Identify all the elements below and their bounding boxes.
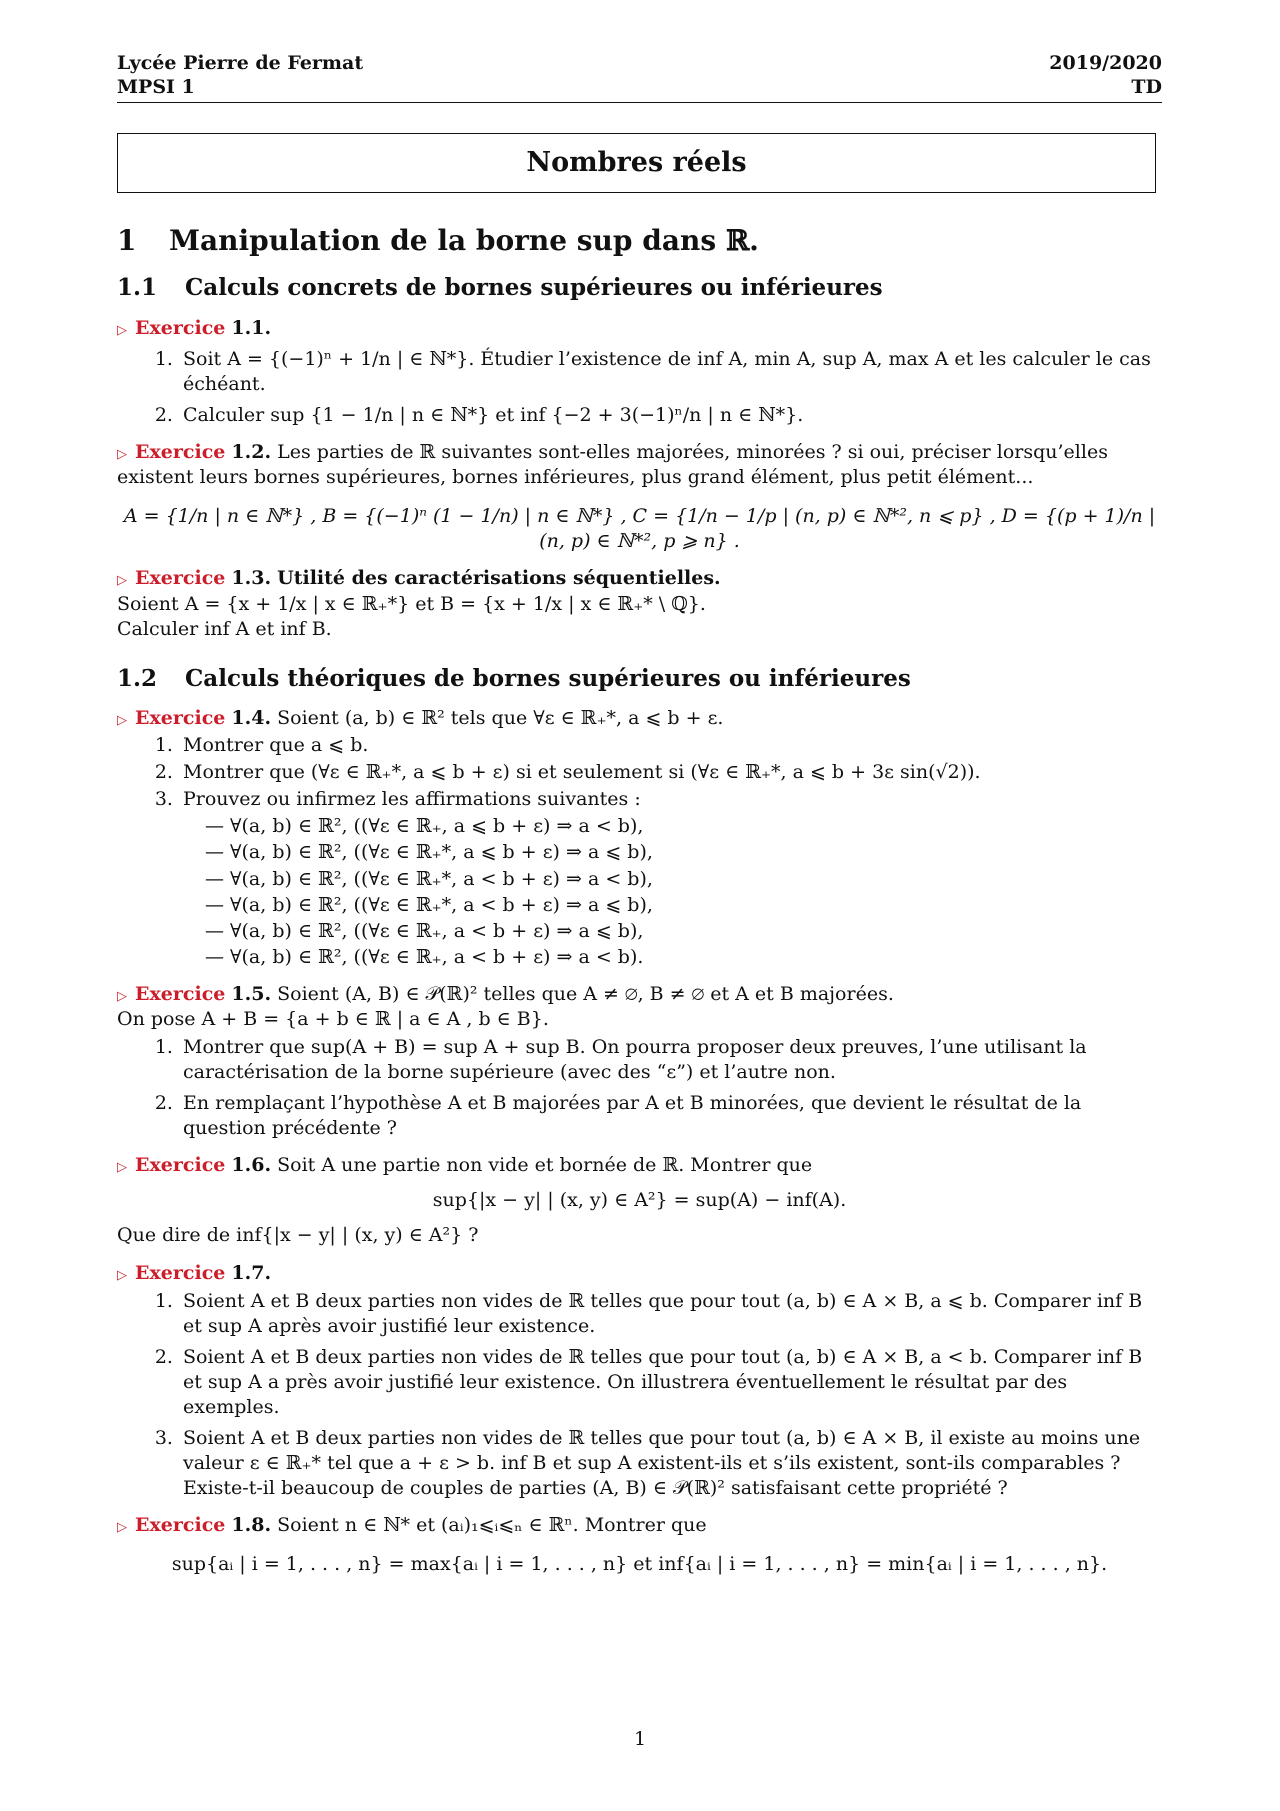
exercise-1-8	[117, 1513, 1162, 1577]
header-left	[117, 52, 363, 100]
exercise-number: 1.6.	[231, 1154, 272, 1177]
display-formula: sup{aᵢ | i = 1, . . . , n} = max{aᵢ | i = 1, . . . , n} et inf{aᵢ | i = 1, . . . , n} = min{aᵢ | i = 1, . . . , n}.	[171, 1553, 1108, 1576]
exercise-number: 1.4.	[231, 707, 272, 730]
exercise-1-7	[117, 1261, 1162, 1502]
triangle-icon: ▷	[117, 713, 127, 729]
exercise-1-3	[117, 566, 1162, 641]
exercise-1-4	[117, 706, 1162, 970]
claim-item: — ∀(a, b) ∈ ℝ², ((∀ε ∈ ℝ₊, a ⩽ b + ε) ⇒ a < b),	[205, 814, 1162, 839]
exercise-label: Exercice	[135, 441, 226, 464]
triangle-icon: ▷	[117, 322, 127, 338]
exercise-line: Soient A = {x + 1/x | x ∈ ℝ₊*} et B = {x + 1/x | x ∈ ℝ₊* \ ℚ}.	[117, 592, 706, 615]
document-type: TD	[1131, 75, 1162, 98]
list-item-text: Prouvez ou infirmez les affirmations suivantes :	[183, 788, 641, 811]
list-item: 2. En remplaçant l’hypothèse A et B majorées par A et B minorées, que devient le résultat de la question précédente ?	[179, 1091, 1162, 1141]
exercise-question: Que dire de inf{|x − y| | (x, y) ∈ A²} ?	[117, 1224, 479, 1247]
header-right	[1049, 52, 1162, 100]
section-number: 1	[117, 223, 137, 257]
triangle-icon: ▷	[117, 1520, 127, 1536]
exercise-label: Exercice	[135, 316, 226, 339]
exercise-1-6	[117, 1153, 1162, 1248]
exercise-text: Soit A une partie non vide et bornée de ℝ. Montrer que	[277, 1154, 813, 1177]
list-item: 2. Soient A et B deux parties non vides de ℝ telles que pour tout (a, b) ∈ A × B, a < b. Comparer inf B et sup A a près avoir justifié leur existence. On illustrera éventuellement le résultat par des exemples.	[179, 1345, 1162, 1420]
triangle-icon: ▷	[117, 573, 127, 589]
triangle-icon: ▷	[117, 988, 127, 1004]
exercise-number: 1.8.	[231, 1514, 272, 1537]
exercise-line: On pose A + B = {a + b ∈ ℝ | a ∈ A , b ∈ B}.	[117, 1007, 549, 1030]
list-item: 2. Calculer sup {1 − 1/n | n ∈ ℕ*} et inf {−2 + 3(−1)ⁿ/n | n ∈ ℕ*}.	[179, 403, 1162, 428]
school-year: 2019/2020	[1049, 52, 1162, 74]
section-heading	[117, 223, 1162, 260]
school-name: Lycée Pierre de Fermat	[117, 52, 364, 74]
list-item: 1. Montrer que a ⩽ b.	[179, 733, 1162, 758]
exercise-1-2	[117, 440, 1162, 554]
section-title: Manipulation de la borne sup dans ℝ.	[169, 223, 759, 257]
triangle-icon: ▷	[117, 447, 127, 463]
class-name: MPSI 1	[117, 75, 195, 98]
page-header	[117, 52, 1162, 100]
list-item: 2. Montrer que (∀ε ∈ ℝ₊*, a ⩽ b + ε) si et seulement si (∀ε ∈ ℝ₊*, a ⩽ b + 3ε sin(√2)).	[179, 760, 1162, 785]
document-title-box	[117, 133, 1156, 193]
exercise-text: Soient (A, B) ∈ 𝒫(ℝ)² telles que A ≠ ∅, B ≠ ∅ et A et B majorées.	[277, 982, 894, 1005]
triangle-icon: ▷	[117, 1267, 127, 1283]
list-item: 1. Soit A = {(−1)ⁿ + 1/n | ∈ ℕ*}. Étudier l’existence de inf A, min A, sup A, max A et les calculer le cas échéant.	[179, 347, 1162, 397]
exercise-label: Exercice	[135, 1261, 226, 1284]
display-formula: sup{|x − y| | (x, y) ∈ A²} = sup(A) − inf(A).	[432, 1189, 847, 1212]
page-number: 1	[633, 1728, 647, 1750]
exercise-title: Utilité des caractérisations séquentielles.	[277, 567, 721, 590]
exercise-number: 1.3.	[231, 567, 272, 590]
document-page	[117, 52, 1162, 1587]
document-title: Nombres réels	[526, 146, 747, 178]
claim-item: — ∀(a, b) ∈ ℝ², ((∀ε ∈ ℝ₊, a < b + ε) ⇒ a < b).	[205, 945, 1162, 970]
claim-item: — ∀(a, b) ∈ ℝ², ((∀ε ∈ ℝ₊*, a ⩽ b + ε) ⇒ a ⩽ b),	[205, 840, 1162, 865]
exercise-text: Soient n ∈ ℕ* et (aᵢ)₁⩽ᵢ⩽ₙ ∈ ℝⁿ. Montrer que	[277, 1514, 707, 1537]
exercise-label: Exercice	[135, 1514, 226, 1537]
exercise-label: Exercice	[135, 707, 226, 730]
triangle-icon: ▷	[117, 1160, 127, 1176]
set-definitions: A = {1/n | n ∈ ℕ*} , B = {(−1)ⁿ (1 − 1/n) | n ∈ ℕ*} , C = {1/n − 1/p | (n, p) ∈ ℕ*², n ⩽ p} , D = {(p + 1)/n | (n, p) ∈ ℕ*², p ⩾ n} .	[123, 505, 1156, 553]
claims-list	[183, 814, 1162, 969]
subsection-title: Calculs concrets de bornes supérieures ou inférieures	[185, 274, 883, 302]
subsection-number: 1.2	[117, 664, 158, 692]
subsection-heading-1-2	[117, 664, 1162, 694]
exercise-label: Exercice	[135, 982, 226, 1005]
list-item: 1. Montrer que sup(A + B) = sup A + sup B. On pourra proposer deux preuves, l’une utilisant la caractérisation de la borne supérieure (avec des “ε”) et l’autre non.	[179, 1035, 1162, 1085]
list-item: 1. Soient A et B deux parties non vides de ℝ telles que pour tout (a, b) ∈ A × B, a ⩽ b. Comparer inf B et sup A après avoir justifié leur existence.	[179, 1289, 1162, 1339]
subsection-title: Calculs théoriques de bornes supérieures ou inférieures	[185, 664, 911, 692]
exercise-text: Les parties de ℝ suivantes sont-elles majorées, minorées ? si oui, préciser lorsqu’elles existent leurs bornes supérieures, bornes inférieures, plus grand élément, plus petit élément...	[117, 441, 1108, 489]
exercise-number: 1.2.	[231, 441, 272, 464]
header-rule	[117, 102, 1162, 103]
list-item	[179, 787, 1162, 970]
exercise-text: Soient (a, b) ∈ ℝ² tels que ∀ε ∈ ℝ₊*, a ⩽ b + ε.	[277, 707, 724, 730]
claim-item: — ∀(a, b) ∈ ℝ², ((∀ε ∈ ℝ₊, a < b + ε) ⇒ a ⩽ b),	[205, 919, 1162, 944]
exercise-line: Calculer inf A et inf B.	[117, 617, 332, 640]
subsection-heading-1-1	[117, 273, 1162, 303]
exercise-number: 1.5.	[231, 982, 272, 1005]
claim-item: — ∀(a, b) ∈ ℝ², ((∀ε ∈ ℝ₊*, a < b + ε) ⇒ a < b),	[205, 867, 1162, 892]
list-item: 3. Soient A et B deux parties non vides de ℝ telles que pour tout (a, b) ∈ A × B, il existe au moins une valeur ε ∈ ℝ₊* tel que a + ε > b. inf B et sup A existent-ils et s’ils existent, sont-ils comparables ? Existe-t-il beaucoup de couples de parties (A, B) ∈ 𝒫(ℝ)² satisfaisant cette propriété ?	[179, 1426, 1162, 1501]
exercise-number: 1.1.	[231, 316, 272, 339]
exercise-label: Exercice	[135, 567, 226, 590]
exercise-number: 1.7.	[231, 1261, 272, 1284]
exercise-label: Exercice	[135, 1154, 226, 1177]
subsection-number: 1.1	[117, 274, 158, 302]
exercise-1-5	[117, 982, 1162, 1141]
exercise-1-1	[117, 316, 1162, 428]
claim-item: — ∀(a, b) ∈ ℝ², ((∀ε ∈ ℝ₊*, a < b + ε) ⇒ a ⩽ b),	[205, 893, 1162, 918]
